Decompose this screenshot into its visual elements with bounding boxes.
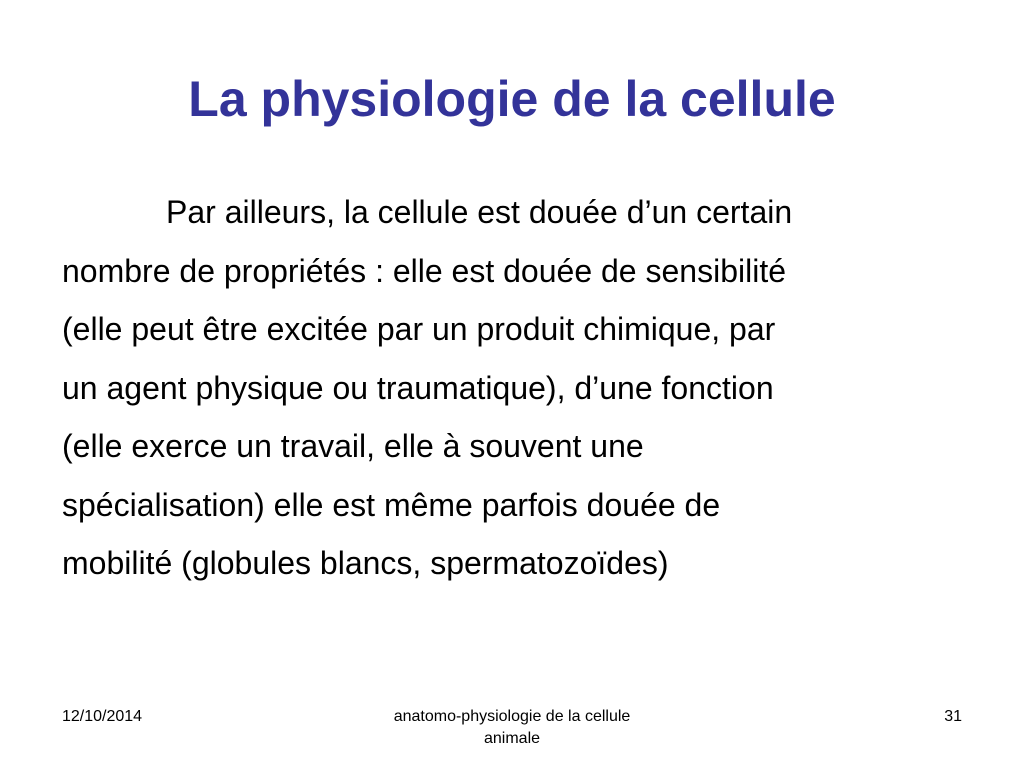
footer-title-line1: anatomo-physiologie de la cellule — [393, 708, 631, 725]
body-line: (elle peut être excitée par un produit chimique, par — [62, 311, 776, 347]
footer-date: 12/10/2014 — [62, 708, 143, 725]
body-line: spécialisation) elle est même parfois douée de — [62, 486, 721, 523]
footer-title — [350, 706, 674, 750]
body-line: un agent physique ou traumatique), d’une fonction — [62, 369, 774, 406]
body-line: nombre de propriétés : elle est douée de sensibilité — [62, 252, 786, 289]
footer-page-number: 31 — [944, 708, 962, 725]
slide-title: La physiologie de la cellule — [188, 71, 836, 127]
body-line: Par ailleurs, la cellule est douée d’un certain — [166, 194, 793, 230]
body-line: mobilité (globules blancs, spermatozoïdes) — [62, 545, 669, 581]
slide-body — [62, 183, 982, 593]
body-line: (elle exerce un travail, elle à souvent une — [62, 428, 644, 464]
footer-title-line2: animale — [483, 730, 541, 747]
